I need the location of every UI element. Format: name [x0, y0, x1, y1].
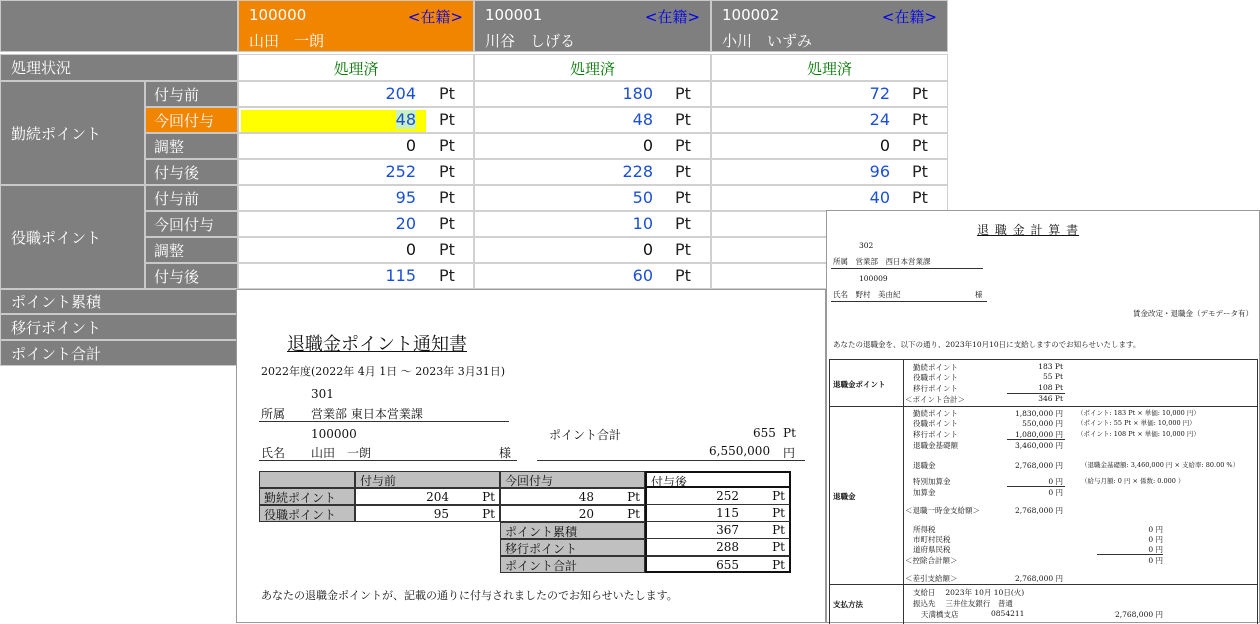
employee-status: <在籍> [644, 8, 700, 26]
kinzoku-after-cell [238, 159, 474, 185]
value: 0 [879, 136, 890, 155]
kinzoku-current-input[interactable] [474, 107, 711, 133]
value: 20 [578, 507, 594, 521]
sub-label-adjust: 調整 [145, 133, 238, 159]
row-label-status: 処理状況 [0, 54, 238, 81]
total-yen: 6,550,000 [709, 444, 771, 458]
summary-label: ポイント合計 [500, 556, 645, 573]
value: 20 [395, 214, 416, 233]
amount-note: （ポイント: 55 Pt × 単価: 10,000 円） [1077, 419, 1196, 427]
lump-label: ＜退職一時金支給額＞ [905, 506, 980, 515]
value: 48 [395, 110, 416, 129]
unit: Pt [482, 490, 495, 504]
unit: Pt [772, 506, 785, 520]
value: 50 [632, 188, 653, 207]
total-label: ポイント合計 [549, 428, 622, 442]
amount-label: 勤続ポイント [913, 409, 958, 418]
deduction-label: 市町村民税 [913, 535, 951, 544]
unit: Pt [482, 507, 495, 521]
status-cell: 処理済 [238, 54, 474, 81]
notice-footer: あなたの退職金ポイントが、記載の通りに付与されましたのでお知らせいたします。 [261, 589, 678, 602]
employee-status: <在籍> [881, 8, 937, 26]
deduction-label: ＜控除合計額＞ [905, 556, 958, 565]
employee-id: 100002 [722, 6, 780, 24]
summary-label: ポイント累積 [500, 522, 645, 539]
net-value: 2,768,000 円 [1014, 574, 1063, 583]
unit: Pt [627, 507, 640, 521]
honorific: 様 [975, 290, 983, 299]
notice-period: 2022年度(2022年 4月 1日 ～ 2023年 3月31日) [261, 365, 506, 378]
employee-header-100000[interactable] [238, 0, 474, 52]
unit: Pt [439, 240, 455, 259]
addition-value: 0 円 [1048, 488, 1063, 497]
kinzoku-adjust-cell[interactable] [474, 133, 711, 159]
value: 115 [385, 266, 416, 285]
amount-note: （ポイント: 183 Pt × 単価: 10,000 円） [1077, 409, 1200, 417]
value: 204 [426, 490, 449, 504]
unit: Pt [675, 266, 691, 285]
sub-label-current: 今回付与 [145, 107, 238, 133]
retire-note: （退職金基礎額: 3,460,000 円 × 支給率: 80.00 %） [1081, 461, 1240, 469]
amount-value: 3,460,000 円 [1014, 441, 1063, 450]
net-label: ＜差引支給額＞ [905, 574, 958, 583]
unit: Pt [439, 136, 455, 155]
sub-label-before: 付与前 [145, 81, 238, 107]
value: 252 [385, 162, 416, 181]
calc-title: 退 職 金 計 算 書 [977, 223, 1080, 237]
point-value: 346 Pt [1038, 394, 1063, 403]
kinzoku-adjust-cell[interactable] [711, 133, 948, 159]
section-points: 退職金ポイント [833, 380, 886, 389]
retirement-calc-document [826, 210, 1260, 623]
frame-line [829, 359, 1257, 360]
deduction-label: 所得税 [913, 525, 936, 534]
row-label-gokei: ポイント合計 [0, 340, 238, 366]
yakushoku-before-cell [238, 185, 474, 211]
unit: Pt [439, 162, 455, 181]
yakushoku-adjust-cell[interactable] [238, 237, 474, 263]
addition-label: 加算金 [913, 488, 936, 497]
unit: Pt [439, 110, 455, 129]
sub-label-before: 付与前 [145, 185, 238, 211]
total-yen-unit: 円 [783, 446, 796, 460]
special-note: （給与月額: 0 円 × 係数: 0.000 ） [1081, 477, 1185, 485]
frame-line [829, 584, 1257, 585]
honorific: 様 [499, 446, 512, 460]
deduction-value: 0 円 [1148, 545, 1163, 554]
dept-label: 所属 [261, 407, 286, 421]
unit: Pt [772, 540, 785, 554]
row-label-ruiseki: ポイント累積 [0, 289, 238, 314]
value: 0 [642, 240, 653, 259]
kinzoku-current-input[interactable] [711, 107, 948, 133]
yakushoku-adjust-cell[interactable] [474, 237, 711, 263]
name-label: 氏名 [261, 446, 286, 460]
unit: Pt [772, 523, 785, 537]
sub-label-current: 今回付与 [145, 211, 238, 237]
deduction-value: 0 円 [1148, 525, 1163, 534]
dept-code: 302 [859, 241, 874, 250]
value: 24 [869, 110, 890, 129]
unit: Pt [912, 162, 928, 181]
name-line: 氏名 野村 美由紀 [833, 290, 901, 299]
section-retire: 退職金 [833, 492, 856, 501]
divider [259, 421, 509, 422]
deduction-value: 0 円 [1148, 535, 1163, 544]
amount-label: 役職ポイント [913, 419, 958, 428]
value: 0 [642, 136, 653, 155]
deduction-value: 0 円 [1148, 556, 1163, 565]
kinzoku-after-cell [474, 159, 711, 185]
current-cell [500, 505, 645, 522]
employee-name: 山田 一朗 [311, 446, 372, 460]
point-value: 108 Pt [1038, 383, 1063, 392]
row-label: 役職ポイント [259, 505, 355, 522]
deduction-label: 道府県民税 [913, 545, 951, 554]
unit: Pt [675, 214, 691, 233]
value: 40 [869, 188, 890, 207]
col-header-before: 付与前 [355, 471, 500, 488]
row-label-yakushoku: 役職ポイント [0, 185, 145, 289]
kinzoku-after-cell [711, 159, 948, 185]
frame-line [1257, 359, 1258, 624]
value: 115 [716, 506, 739, 520]
value: 288 [716, 540, 739, 554]
value: 252 [716, 489, 739, 503]
calc-intro: あなたの退職金を、以下の通り、2023年10月10日に支給しますのでお知らせいたします。 [833, 340, 1141, 349]
value: 0 [405, 240, 416, 259]
sub-label-adjust: 調整 [145, 237, 238, 263]
kinzoku-before-cell [474, 81, 711, 107]
special-value: 0 円 [1048, 477, 1063, 486]
employee-id: 100001 [485, 6, 543, 24]
point-table [259, 471, 791, 577]
unit: Pt [772, 558, 785, 572]
value: 48 [632, 110, 653, 129]
summary-cell [645, 522, 791, 539]
amount-value: 1,080,000 円 [1014, 430, 1063, 439]
retire-label: 退職金 [913, 461, 936, 470]
unit: Pt [675, 110, 691, 129]
value: 95 [395, 188, 416, 207]
point-label: 役職ポイント [913, 373, 958, 382]
value: 655 [716, 558, 739, 572]
employee-header-100001[interactable] [474, 0, 711, 52]
value: 180 [622, 84, 653, 103]
divider [259, 460, 517, 461]
unit: Pt [675, 136, 691, 155]
unit: Pt [772, 489, 785, 503]
amount-label: 移行ポイント [913, 430, 958, 439]
point-notice-document [236, 289, 826, 623]
before-cell [355, 488, 500, 505]
unit: Pt [912, 136, 928, 155]
value: 60 [632, 266, 653, 285]
sub-label-after: 付与後 [145, 263, 238, 289]
special-label: 特別加算金 [913, 477, 951, 486]
frame-line [903, 359, 904, 624]
sub-label-after: 付与後 [145, 159, 238, 185]
yakushoku-before-cell [711, 185, 948, 211]
point-value: 55 Pt [1043, 372, 1063, 381]
summary-cell [645, 539, 791, 556]
account: 0854211 [991, 609, 1025, 618]
retire-value: 2,768,000 円 [1014, 461, 1063, 470]
divider [831, 268, 983, 269]
kinzoku-current-input[interactable] [238, 107, 474, 133]
value: 96 [869, 162, 890, 181]
col-header-current: 今回付与 [500, 471, 645, 488]
col-header-after: 付与後 [645, 471, 791, 488]
section-pay: 支払方法 [833, 600, 863, 609]
summary-cell [645, 556, 791, 573]
unit: Pt [627, 490, 640, 504]
employee-code: 100009 [859, 274, 888, 283]
company-name: 賃金改定・退職金（デモデータ有） [1133, 309, 1253, 318]
frame-line [829, 359, 830, 624]
employee-name: 小川 いずみ [722, 32, 813, 50]
unit: Pt [675, 188, 691, 207]
kinzoku-adjust-cell[interactable] [238, 133, 474, 159]
value: 10 [632, 214, 653, 233]
current-cell [500, 488, 645, 505]
value: 228 [622, 162, 653, 181]
dept-code: 301 [311, 387, 334, 401]
point-label: 勤続ポイント [913, 363, 958, 372]
pay-amount: 2,768,000 円 [1114, 610, 1163, 619]
frame-line [829, 406, 1257, 407]
notice-title: 退職金ポイント通知書 [287, 334, 467, 355]
status-cell: 処理済 [474, 54, 711, 81]
unit: Pt [439, 266, 455, 285]
unit: Pt [675, 162, 691, 181]
yakushoku-after-cell [474, 263, 711, 289]
unit: Pt [439, 84, 455, 103]
amount-note: （ポイント: 108 Pt × 単価: 10,000 円） [1077, 430, 1200, 438]
divider [831, 301, 987, 302]
point-value: 183 Pt [1038, 362, 1063, 371]
status-cell: 処理済 [711, 54, 948, 81]
summary-label: 移行ポイント [500, 539, 645, 556]
point-label: 移行ポイント [913, 384, 958, 393]
yakushoku-after-cell [238, 263, 474, 289]
dept-line: 所属 営業部 西日本営業課 [833, 257, 931, 266]
employee-status: <在籍> [407, 8, 463, 26]
employee-id: 100000 [249, 6, 307, 24]
employee-code: 100000 [311, 427, 357, 441]
kinzoku-before-cell [238, 81, 474, 107]
value: 204 [385, 84, 416, 103]
amount-label: 退職金基礎額 [913, 441, 958, 450]
yakushoku-before-cell [474, 185, 711, 211]
after-cell [645, 505, 791, 522]
unit: Pt [912, 84, 928, 103]
before-cell [355, 505, 500, 522]
unit: Pt [439, 214, 455, 233]
row-label-iko: 移行ポイント [0, 314, 238, 340]
unit: Pt [912, 110, 928, 129]
yakushoku-current-input[interactable] [238, 211, 474, 237]
employee-header-100002[interactable] [711, 0, 948, 52]
employee-name: 山田 一朗 [249, 32, 325, 50]
divider [537, 460, 805, 461]
lump-value: 2,768,000 円 [1014, 506, 1063, 515]
kinzoku-before-cell [711, 81, 948, 107]
unit: Pt [912, 188, 928, 207]
after-cell [645, 488, 791, 505]
pay-date: 支給日 2023年 10月 10日(火) [913, 588, 1025, 597]
value: 72 [869, 84, 890, 103]
yakushoku-current-input[interactable] [474, 211, 711, 237]
value: 95 [433, 507, 449, 521]
unit: Pt [439, 188, 455, 207]
value: 367 [716, 523, 739, 537]
row-label: 勤続ポイント [259, 488, 355, 505]
amount-value: 550,000 円 [1022, 419, 1063, 428]
point-label: ＜ポイント合計＞ [905, 395, 965, 404]
bank: 振込先 三井住友銀行 普通 [913, 599, 1013, 608]
value: 48 [578, 490, 594, 504]
amount-value: 1,830,000 円 [1014, 409, 1063, 418]
grid-corner [0, 0, 238, 52]
unit: Pt [675, 84, 691, 103]
value: 0 [405, 136, 416, 155]
total-points-unit: Pt [783, 426, 796, 440]
employee-name: 川谷 しげる [485, 32, 576, 50]
total-points: 655 [753, 426, 776, 440]
unit: Pt [675, 240, 691, 259]
table-corner [259, 471, 355, 488]
dept-name: 営業部 東日本営業課 [311, 407, 423, 421]
row-label-kinzoku: 勤続ポイント [0, 81, 145, 185]
branch: 天満橋支店 [921, 610, 959, 619]
